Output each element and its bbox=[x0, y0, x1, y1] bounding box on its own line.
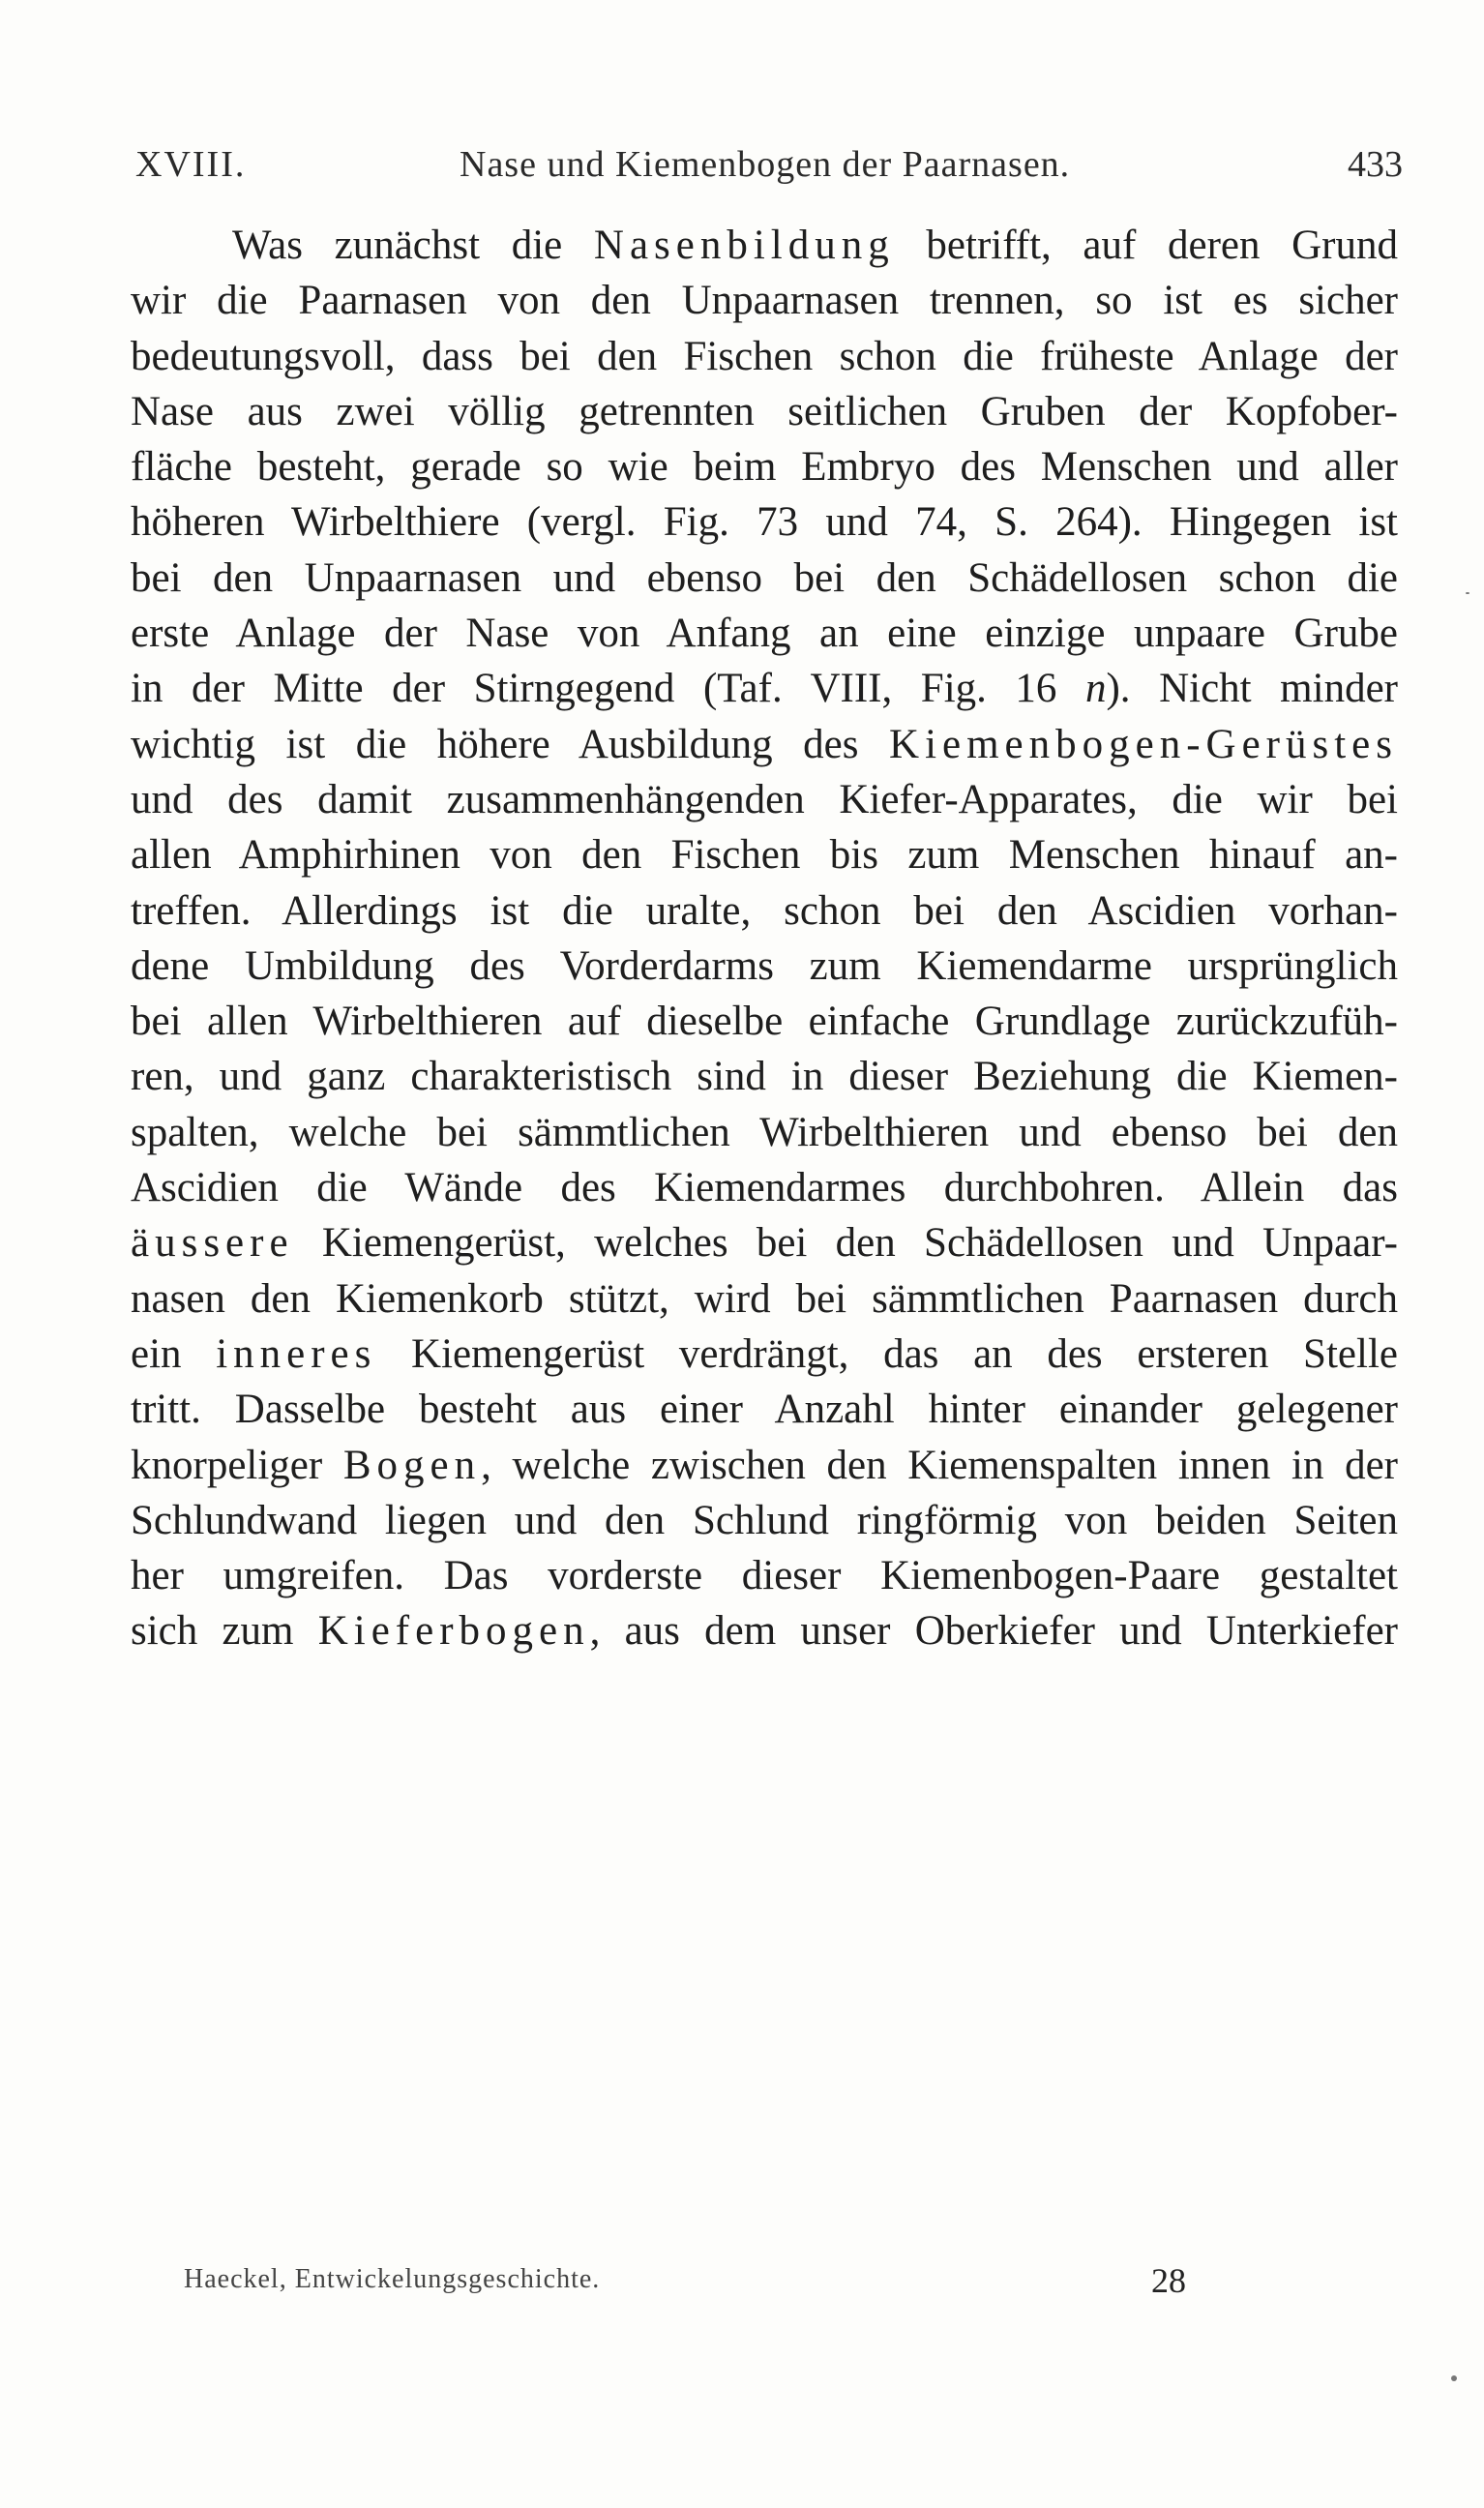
text-line bbox=[131, 717, 1398, 772]
text-segment: Nase aus zwei völlig getrennten seitlichen Gruben der Kopfober- bbox=[131, 388, 1398, 434]
text-line bbox=[131, 1548, 1398, 1603]
spaced-emphasis: inneres bbox=[216, 1330, 377, 1377]
text-segment: erste Anlage der Nase von Anfang an eine einzige unpaare Grube bbox=[131, 611, 1398, 657]
signature-mark: 28 bbox=[1151, 2261, 1186, 2300]
text-line bbox=[131, 606, 1398, 661]
text-line bbox=[131, 1160, 1398, 1215]
text-segment: spalten, welche bei sämmtlichen Wirbelthieren und ebenso bei den bbox=[131, 1109, 1398, 1155]
text-line bbox=[131, 384, 1398, 439]
text-line bbox=[131, 494, 1398, 550]
text-line bbox=[131, 1382, 1398, 1437]
text-segment: Was zunächst die bbox=[232, 223, 594, 268]
text-segment: betrifft, auf deren Grund bbox=[894, 223, 1399, 268]
spaced-emphasis: äussere bbox=[131, 1220, 294, 1267]
text-line bbox=[131, 939, 1398, 994]
running-header bbox=[135, 143, 1403, 201]
text-line bbox=[131, 1049, 1398, 1104]
text-line bbox=[131, 218, 1398, 273]
footer-source: Haeckel, Entwickelungsgeschichte. bbox=[184, 2264, 601, 2294]
text-segment: ren, und ganz charakteristisch sind in dieser Beziehung die Kiemen- bbox=[131, 1054, 1398, 1100]
text-line bbox=[131, 883, 1398, 939]
spaced-emphasis: Kieferbogen bbox=[317, 1608, 590, 1655]
text-segment: fläche besteht, gerade so wie beim Embryo des Menschen und aller bbox=[131, 444, 1398, 491]
text-segment: allen Amphirhinen von den Fischen bis zum Menschen hinauf an- bbox=[131, 832, 1398, 879]
text-line bbox=[131, 1327, 1398, 1382]
text-segment: , welche zwischen den Kiemenspalten innen in der bbox=[481, 1442, 1398, 1488]
text-line bbox=[131, 1105, 1398, 1160]
text-line bbox=[131, 994, 1398, 1049]
text-segment: treffen. Allerdings ist die uralte, schon bei den Ascidien vorhan- bbox=[131, 887, 1398, 934]
text-segment: sich zum bbox=[131, 1608, 318, 1655]
spaced-emphasis: Kiemenbogen-Gerüstes bbox=[889, 721, 1398, 767]
running-title: Nase und Kiemenbogen der Paarnasen. bbox=[460, 144, 1071, 185]
margin-speck bbox=[1451, 2375, 1457, 2381]
page-number: 433 bbox=[1348, 144, 1403, 185]
text-line bbox=[131, 1215, 1398, 1270]
text-segment: her umgreifen. Das vorderste dieser Kiemenbogen-Paare gestaltet bbox=[131, 1553, 1398, 1599]
text-line bbox=[131, 551, 1398, 606]
text-line bbox=[131, 827, 1398, 882]
body-text bbox=[131, 218, 1398, 1659]
text-segment: Kiemengerüst, welches bei den Schädellosen und Unpaar- bbox=[293, 1220, 1398, 1267]
text-segment: wichtig ist die höhere Ausbildung des bbox=[131, 721, 890, 767]
text-segment: , aus dem unser Oberkiefer und Unterkiefer bbox=[589, 1608, 1398, 1655]
chapter-number: XVIII. bbox=[135, 144, 247, 185]
text-segment: wir die Paarnasen von den Unpaarnasen trennen, so ist es sicher bbox=[131, 278, 1398, 324]
text-line bbox=[131, 329, 1398, 384]
text-line bbox=[131, 273, 1398, 328]
text-segment: nasen den Kiemenkorb stützt, wird bei sämmtlichen Paarnasen durch bbox=[131, 1275, 1398, 1322]
text-line bbox=[131, 439, 1398, 494]
text-segment: bedeutungsvoll, dass bei den Fischen schon die früheste Anlage der bbox=[131, 333, 1398, 379]
page-footer bbox=[184, 2261, 1248, 2313]
text-segment: ). Nicht minder bbox=[1106, 666, 1398, 712]
text-segment: knorpeliger bbox=[131, 1442, 343, 1488]
text-segment: bei den Unpaarnasen und ebenso bei den Schädellosen schon die bbox=[131, 554, 1398, 601]
text-segment: dene Umbildung des Vorderdarms zum Kiemendarme ursprünglich bbox=[131, 942, 1398, 989]
text-line bbox=[131, 661, 1398, 716]
text-segment: Schlundwand liegen und den Schlund ringförmig von beiden Seiten bbox=[131, 1497, 1398, 1543]
text-segment: höheren Wirbelthiere (vergl. Fig. 73 und 74, S. 264). Hingegen ist bbox=[131, 499, 1398, 546]
text-segment: tritt. Dasselbe besteht aus einer Anzahl hinter einander gelegener bbox=[131, 1387, 1398, 1433]
italic-label: n bbox=[1084, 666, 1107, 712]
text-line bbox=[131, 1493, 1398, 1548]
text-segment: bei allen Wirbelthieren auf dieselbe einfache Grundlage zurückzufüh- bbox=[131, 999, 1398, 1045]
text-line bbox=[131, 1438, 1398, 1493]
text-line bbox=[131, 1603, 1398, 1658]
text-segment: ein bbox=[131, 1330, 217, 1377]
text-segment: in der Mitte der Stirngegend (Taf. VIII, Fig. 16 bbox=[131, 666, 1085, 712]
text-line bbox=[131, 772, 1398, 827]
text-segment: Kiemengerüst verdrängt, das an des ersteren Stelle bbox=[376, 1330, 1398, 1377]
spaced-emphasis: Nasenbildung bbox=[593, 223, 895, 268]
spaced-emphasis: Bogen bbox=[342, 1442, 482, 1488]
text-segment: Ascidien die Wände des Kiemendarmes durchbohren. Allein das bbox=[131, 1165, 1398, 1211]
text-line bbox=[131, 1271, 1398, 1327]
margin-speck bbox=[1466, 592, 1469, 594]
text-segment: und des damit zusammenhängenden Kiefer-Apparates, die wir bei bbox=[131, 776, 1398, 822]
